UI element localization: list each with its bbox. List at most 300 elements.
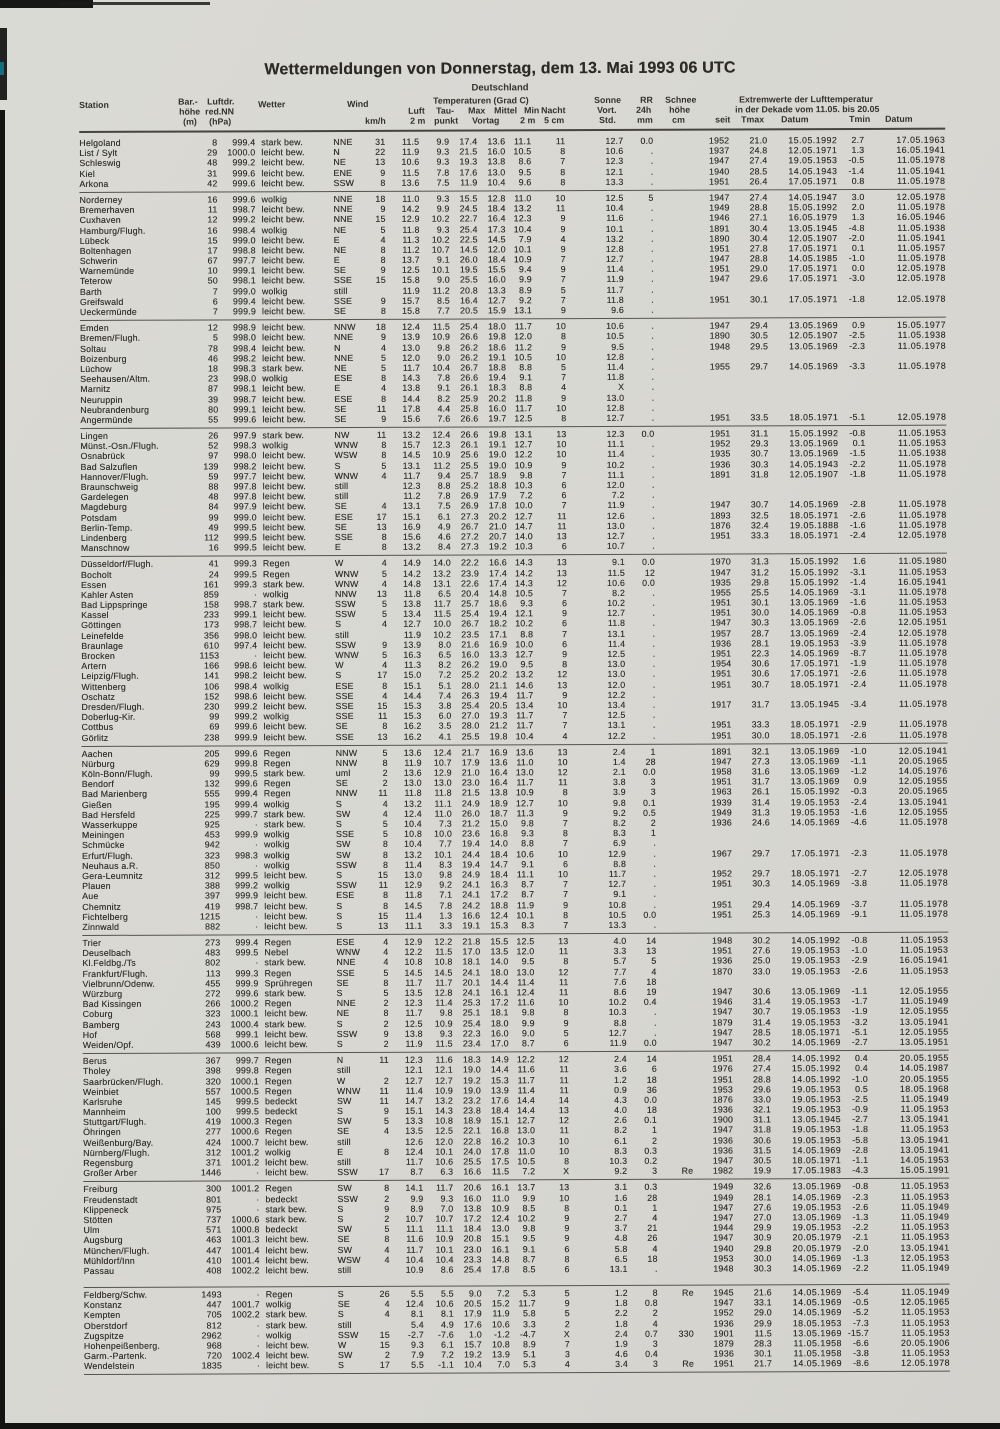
cell-wind: S [337, 1203, 344, 1214]
cell-tmax: 31.4 [752, 1016, 771, 1027]
cell-tmax_datum: 14.05.1947 [788, 192, 838, 203]
cell-station: Lingen [80, 430, 109, 442]
cell-luft2m: 14.8 [403, 578, 421, 589]
cell-min2m: 8.6 [518, 156, 532, 167]
cell-kmh: 15 [377, 869, 389, 880]
cell-max_vortag: 21.2 [461, 818, 480, 829]
cell-min2m: 9.9 [521, 1017, 535, 1028]
cell-tmax_datum: 13.05.1969 [790, 627, 840, 638]
cell-schnee_cm [657, 1064, 693, 1074]
cell-schnee_cm [655, 510, 691, 520]
cell-sonne_std: 11.8 [606, 294, 624, 305]
cell-sonne_std: 0.9 [614, 1084, 627, 1095]
cell-sonne_std: 4.8 [614, 1233, 628, 1244]
cell-wetter: leicht bew. [263, 701, 307, 712]
cell-hoehe: 99 [209, 711, 220, 722]
cell-wetter: leicht bew. [262, 393, 306, 404]
cell-taupunkt: 5.1 [438, 680, 452, 691]
cell-tmax: 33.0 [752, 965, 771, 977]
cell-mittel: 18.9 [488, 470, 507, 481]
cell-tmax_datum: 14.05.1969 [792, 1144, 842, 1156]
cell-tmin: -1.2 [850, 766, 867, 777]
cell-tmin [840, 858, 867, 868]
cell-tmax_datum: 19.05.1953 [788, 155, 838, 166]
cell-kmh: 22 [375, 147, 386, 158]
cell-taupunkt: 3.8 [438, 700, 452, 711]
cell-schnee_cm [656, 946, 692, 956]
cell-tmax_datum: 13.05.1969 [788, 340, 839, 351]
cell-sonne_std: 3.8 [612, 777, 626, 788]
cell-min2m: 12.7 [515, 649, 534, 660]
cell-tmin_datum: 12.05.1978 [900, 1358, 950, 1369]
cell-tmin: -8.6 [852, 1358, 869, 1369]
cell-druck: 998.8 [232, 245, 256, 256]
cell-mittel: 18.0 [490, 966, 509, 978]
cell-tmax: 28.1 [753, 1191, 772, 1202]
cell-seit [692, 828, 732, 838]
cell-station: Osnabrück [80, 451, 125, 462]
cell-wind: SSW [337, 1193, 358, 1204]
cell-mittel: 17.3 [487, 223, 506, 234]
cell-hoehe: 166 [203, 660, 220, 671]
cell-tmin_datum: 12.05.1951 [898, 617, 948, 628]
cell-druck: 1001.2 [230, 1147, 260, 1158]
cell-tmax: 29.5 [750, 340, 769, 351]
cell-tmax: 30.0 [751, 607, 770, 618]
cell-tmin: -1.1 [850, 755, 867, 766]
cell-kmh [355, 1157, 389, 1167]
cell-druck: 999.9 [234, 829, 258, 840]
cell-rr_mm: . [650, 202, 654, 213]
cell-seit: 1947 [709, 320, 730, 331]
cell-mittel: 16.8 [491, 1125, 510, 1136]
cell-tmin: -2.1 [852, 1232, 869, 1243]
cell-station: Wittenberg [81, 681, 126, 692]
cell-hoehe: 557 [205, 1086, 221, 1097]
cell-tmin [838, 391, 865, 401]
cell-kmh: 15 [375, 275, 386, 286]
cell-wetter: leicht bew. [265, 1136, 309, 1147]
cell-mittel: 7.2 [496, 1288, 510, 1299]
cell-taupunkt: 11.5 [433, 608, 452, 619]
cell-schnee_cm [657, 1105, 693, 1115]
cell-sonne_std: 6.1 [614, 1135, 628, 1146]
cell-station: Ulm [83, 1225, 100, 1236]
cell-mittel: 13.5 [490, 946, 509, 957]
cell-schnee_cm [656, 777, 692, 787]
cell-luft2m: 16.2 [403, 720, 422, 732]
cell-luft2m: 13.9 [403, 639, 422, 650]
cell-hoehe: 629 [204, 758, 220, 769]
cell-tmax: 28.8 [749, 253, 768, 264]
cell-station: Klippeneck [83, 1204, 129, 1215]
cell-tmin: -2.8 [849, 499, 866, 510]
cell-tmax_datum: 14.05.1969 [790, 607, 840, 618]
cell-max_vortag: 25.4 [463, 1264, 482, 1275]
cell-druck: 998.7 [233, 393, 257, 404]
cell-seit: 1951 [710, 530, 731, 541]
cell-wind: WNW [334, 578, 359, 589]
cell-taupunkt: 10.2 [431, 213, 450, 224]
cell-max_vortag: 21.8 [462, 936, 481, 947]
cell-station: Neubrandenburg [80, 404, 150, 415]
cell-tmin_datum: 12.05.1978 [896, 273, 946, 284]
cell-schnee_cm [654, 402, 690, 412]
cell-tmax [732, 889, 770, 899]
cell-seit: 1952 [708, 135, 730, 146]
cell-tmin: 0.8 [851, 175, 865, 186]
cell-wetter: leicht bew. [265, 1157, 309, 1168]
cell-rr_mm: 28 [645, 756, 656, 767]
cell-tmax_datum: 18.05.1971 [789, 411, 839, 423]
cell-schnee_cm [657, 1223, 693, 1233]
cell-tmin: -1.6 [849, 519, 866, 530]
cell-wind: ESE [336, 890, 355, 901]
cell-druck: 1000.7 [230, 1136, 260, 1148]
cell-schnee_cm [655, 669, 691, 679]
table-row [79, 175, 945, 189]
cell-hoehe: 447 [206, 1244, 222, 1256]
cell-tmin: -3.9 [850, 637, 867, 648]
cell-sonne_std: 4.0 [613, 935, 627, 947]
cell-kmh: 2 [384, 1349, 390, 1361]
cell-nacht5cm: 11 [558, 987, 569, 998]
cell-nacht5cm: 9 [560, 244, 566, 255]
cell-wind: NE [334, 362, 347, 373]
cell-wetter: wolkig [262, 440, 289, 451]
cell-seit: 1947 [712, 1027, 733, 1038]
cell-tmin [839, 479, 866, 489]
cell-tmin: -1.9 [851, 1006, 868, 1017]
cell-wetter: leicht bew. [261, 322, 306, 333]
cell-sonne_std: 5.8 [614, 1243, 628, 1254]
cell-druck: 1000.2 [230, 998, 259, 1009]
cell-min2m: 13.0 [515, 767, 534, 778]
cell-station: Bendorf [81, 779, 114, 790]
cell-station: Emden [79, 323, 109, 334]
cell-max_vortag: 20.5 [463, 1298, 482, 1309]
cell-tmax_datum: 15.05.1992 [789, 566, 839, 577]
station-group [79, 189, 945, 318]
cell-min2m: 11.4 [517, 1084, 535, 1096]
cell-station: Helgoland [79, 137, 121, 148]
cell-rr_mm: 18 [646, 1104, 657, 1115]
cell-tmin: 0.1 [852, 438, 866, 449]
cell-seit: 1976 [712, 1063, 733, 1074]
cell-druck: 998.7 [233, 599, 258, 610]
cell-mittel: 17.8 [491, 1264, 510, 1275]
cell-max_vortag: 24.4 [462, 849, 481, 860]
cell-mittel: 18.4 [490, 848, 509, 859]
cell-seit [691, 479, 731, 489]
cell-hoehe: 453 [204, 829, 220, 840]
cell-wetter: wolkig [261, 194, 288, 205]
cell-min2m: 11.6 [517, 1064, 535, 1075]
cell-tmax: 28.3 [753, 1338, 772, 1349]
cell-hoehe: 24 [208, 568, 219, 579]
cell-tmin: 0.5 [855, 1083, 868, 1094]
cell-wetter: leicht bew. [265, 1254, 309, 1265]
cell-schnee_cm [656, 787, 692, 797]
cell-tmax_datum: 18.05.1971 [789, 530, 839, 541]
cell-luft2m: 5.5 [411, 1360, 424, 1371]
cell-tmin_datum: 11.05.1978 [898, 637, 948, 648]
cell-kmh: 4 [381, 501, 387, 512]
cell-tmax_datum [768, 351, 838, 361]
cell-wetter: leicht bew. [264, 870, 308, 881]
cell-kmh: 8 [384, 1234, 390, 1245]
cell-nacht5cm: 11 [559, 1074, 569, 1085]
cell-rr_mm: 18 [646, 1074, 657, 1085]
cell-tmax_datum: 13.05.1945 [790, 699, 840, 710]
cell-rr_mm: . [653, 1017, 657, 1028]
cell-luft2m: 15.6 [402, 531, 421, 542]
cell-tmin: 0.1 [851, 242, 865, 253]
cell-hoehe: 571 [206, 1224, 222, 1235]
cell-tmin_datum: 11.05.1938 [898, 448, 947, 459]
cell-wind: SW [335, 808, 351, 819]
cell-seit: 1937 [708, 145, 730, 156]
cell-min2m: 13.1 [514, 429, 533, 440]
cell-luft2m: 10.7 [405, 1213, 424, 1224]
cell-tmax_datum [769, 489, 839, 499]
cell-tmax: 30.6 [751, 658, 770, 669]
col-tau: Tau- [436, 105, 455, 116]
cell-druck: · [255, 910, 259, 922]
cell-station: Plauen [82, 881, 111, 892]
cell-druck: 998.4 [234, 680, 258, 691]
col-extremwerte: Extremwerte der Lufttemperatur [739, 93, 874, 105]
cell-seit [692, 976, 732, 986]
cell-seit [690, 304, 730, 314]
cell-wind: SW [335, 849, 351, 860]
cell-max_vortag: 25.4 [459, 223, 478, 235]
cell-mittel: 14.8 [491, 1254, 510, 1265]
cell-schnee_cm [656, 936, 692, 946]
cell-seit: 1947 [709, 273, 730, 285]
cell-kmh: 8 [381, 372, 387, 383]
cell-hoehe: 11 [207, 204, 218, 215]
cell-druck: · [256, 1167, 260, 1178]
cell-taupunkt: 4.1 [438, 731, 452, 742]
cell-mittel: 19.1 [488, 439, 507, 450]
cell-druck: 999.4 [232, 296, 256, 307]
cell-wind: still [333, 285, 348, 296]
cell-max_vortag: 24.1 [462, 889, 481, 900]
cell-tmin_datum: 11.05.1978 [897, 340, 947, 351]
cell-mittel: 17.9 [488, 490, 507, 501]
cell-nacht5cm: 3 [564, 1349, 570, 1360]
cell-seit: 1936 [713, 1348, 734, 1359]
cell-druck: 1002.2 [231, 1265, 260, 1276]
cell-station: Aue [82, 891, 99, 902]
cell-nacht5cm: 13 [556, 531, 567, 542]
cell-mittel: 16.6 [488, 557, 507, 568]
cell-tmin: -1.5 [849, 448, 866, 459]
cell-nacht5cm: 9 [564, 1223, 570, 1234]
cell-min2m: 12.2 [514, 449, 533, 460]
cell-luft2m: 9.9 [410, 1193, 424, 1204]
cell-tmax_datum: 17.05.1971 [788, 175, 838, 187]
cell-tmin_datum: 11.05.1953 [901, 1231, 950, 1243]
cell-luft2m: 11.8 [404, 889, 423, 901]
cell-taupunkt: 3.3 [439, 920, 453, 931]
cell-nacht5cm: 2 [564, 1318, 570, 1329]
cell-sonne_std: 8.3 [613, 828, 626, 839]
cell-druck: 998.4 [233, 342, 257, 353]
cell-station: Schleswig [79, 158, 121, 169]
cell-seit [690, 284, 730, 294]
cell-schnee_cm [656, 807, 692, 817]
cell-rr_mm: . [651, 459, 655, 470]
cell-min2m: 8.7 [521, 889, 535, 900]
cell-station: Vielbrunn/Odenw. [82, 978, 155, 989]
cell-tmin_datum: 13.05.1941 [899, 1016, 949, 1027]
cell-tmax: 33.1 [753, 1297, 772, 1308]
cell-tmax: 31.5 [753, 1145, 772, 1156]
cell-min2m: 12.7 [517, 1115, 536, 1126]
cell-max_vortag: 18.3 [462, 1054, 481, 1065]
cell-hoehe: 802 [205, 957, 221, 968]
cell-hoehe: 12 [207, 322, 218, 333]
cell-druck: 1000.1 [230, 1075, 259, 1086]
cell-min2m: 11.1 [516, 869, 535, 880]
cell-hoehe: 6 [212, 296, 218, 307]
cell-min2m: 7.2 [522, 1166, 536, 1177]
cell-schnee_cm [653, 193, 689, 203]
cell-mittel: 16.8 [489, 828, 508, 839]
cell-luft2m: 7.9 [411, 1349, 424, 1360]
cell-mittel: 16.2 [491, 1135, 510, 1147]
col-nacht-5cm: 5 cm [544, 115, 565, 126]
cell-luft2m: 11.0 [402, 193, 420, 204]
cell-wetter: leicht bew. [264, 1039, 309, 1050]
cell-nacht5cm: 4 [562, 730, 568, 741]
cell-seit: 1951 [713, 1358, 734, 1369]
cell-station: Köln-Bonn/Flugh. [81, 768, 153, 780]
cell-max_vortag: 14.5 [459, 244, 478, 255]
cell-station: Regensburg [83, 1157, 134, 1168]
cell-tmin_datum: 11.05.1953 [901, 1347, 950, 1359]
cell-taupunkt: 11.5 [432, 321, 450, 332]
cell-tmin: -1.6 [850, 597, 867, 608]
cell-wind: N [333, 147, 340, 158]
cell-wetter: leicht bew. [262, 460, 306, 471]
cell-tmax_datum: 14.05.1969 [789, 586, 839, 598]
cell-luft2m: 12.3 [404, 997, 423, 1008]
cell-seit: 1945 [713, 1287, 734, 1298]
cell-min2m: 12.5 [514, 413, 533, 424]
cell-seit: 1953 [713, 1253, 734, 1264]
cell-luft2m: 14.5 [404, 900, 423, 911]
cell-min2m: 3.3 [522, 1318, 536, 1329]
cell-min2m: 11.7 [516, 720, 534, 731]
cell-luft2m: 12.9 [404, 879, 423, 890]
cell-kmh: 8 [380, 305, 386, 316]
cell-tmin_datum: 13.05.1941 [899, 1113, 950, 1125]
cell-rr_mm: . [650, 176, 654, 187]
cell-station: Augsburg [83, 1235, 123, 1246]
cell-tmin: -5.2 [852, 1307, 869, 1318]
cell-taupunkt: 11.6 [435, 1054, 453, 1065]
cell-min2m: 8.8 [521, 838, 534, 849]
cell-min2m: 12.7 [515, 797, 534, 808]
cell-druck: 999.5 [235, 1106, 259, 1117]
cell-wetter: leicht bew. [264, 1028, 308, 1040]
cell-hoehe: 29 [207, 147, 218, 158]
cell-tmin: -5.1 [849, 411, 866, 422]
cell-nacht5cm: 11 [558, 777, 568, 788]
cell-station: Freiburg [83, 1184, 118, 1195]
cell-nacht5cm: 11 [555, 136, 566, 147]
cell-kmh: 8 [382, 839, 388, 850]
cell-nacht5cm: 11 [559, 1125, 570, 1136]
cell-tmin: -2.7 [851, 1036, 868, 1047]
cell-luft2m: 13.6 [403, 767, 422, 778]
cell-luft2m: 13.1 [402, 460, 421, 471]
cell-kmh: 11 [378, 788, 388, 799]
cell-rr_mm: . [652, 618, 656, 629]
cell-tmin: -1.1 [851, 985, 868, 997]
cell-station: Lindenberg [80, 532, 127, 543]
cell-hoehe: 50 [207, 275, 218, 286]
cell-sonne_std: 10.8 [608, 899, 627, 910]
cell-wind: ESE [334, 373, 353, 384]
cell-luft2m: 10.4 [403, 818, 422, 829]
cell-taupunkt: 7.8 [439, 900, 453, 911]
cell-druck: 1000.4 [230, 1018, 259, 1029]
cell-tmax: 32.1 [751, 746, 770, 757]
cell-wind: SSW [337, 1329, 359, 1340]
cell-mittel: 21.1 [489, 679, 508, 690]
cell-taupunkt: 11.2 [432, 285, 450, 296]
cell-wetter: leicht bew. [265, 1340, 310, 1351]
cell-tmin_datum [867, 975, 948, 985]
cell-seit: 1944 [713, 1222, 734, 1233]
cell-tmin: -9.1 [851, 908, 868, 919]
cell-tmax_datum [770, 976, 840, 986]
cell-tmax: 28.8 [749, 202, 768, 213]
cell-nacht5cm: 9 [563, 899, 569, 910]
cell-seit: 1947 [710, 566, 731, 578]
cell-tmax: 24.6 [751, 817, 770, 828]
cell-sonne_std: 2.4 [614, 1328, 628, 1339]
cell-sonne_std: 13.0 [607, 669, 626, 680]
cell-druck: 999.1 [233, 404, 257, 415]
cell-tmin: -2.4 [850, 678, 867, 689]
cell-luft2m: 11.7 [403, 470, 421, 481]
cell-seit: 1917 [711, 699, 732, 710]
cell-tmin_datum: 11.05.1953 [901, 1307, 950, 1318]
cell-hoehe: 397 [204, 890, 221, 901]
cell-wind: WNW [336, 947, 360, 958]
cell-sonne_std: 1.6 [614, 1192, 628, 1203]
cell-taupunkt: 7.8 [436, 167, 450, 178]
cell-tmin_datum: 16.05.1941 [897, 576, 947, 587]
cell-luft2m: 10.4 [404, 839, 422, 850]
cell-tmin_datum: 16.05.1946 [896, 211, 946, 223]
cell-tmin: -2.6 [849, 509, 866, 520]
cell-tmin_datum [866, 688, 947, 698]
cell-nacht5cm: 10 [557, 797, 568, 808]
cell-tmin_datum: 11.05.1953 [899, 934, 949, 945]
cell-tmax: 30.3 [750, 458, 769, 470]
cell-tmin_datum: 11.05.1978 [898, 499, 947, 510]
cell-max_vortag: 26.7 [460, 362, 479, 373]
cell-wind: NE [333, 224, 347, 235]
cell-hoehe: 419 [204, 900, 221, 912]
cell-tmin_datum: 11.05.1978 [899, 847, 948, 858]
